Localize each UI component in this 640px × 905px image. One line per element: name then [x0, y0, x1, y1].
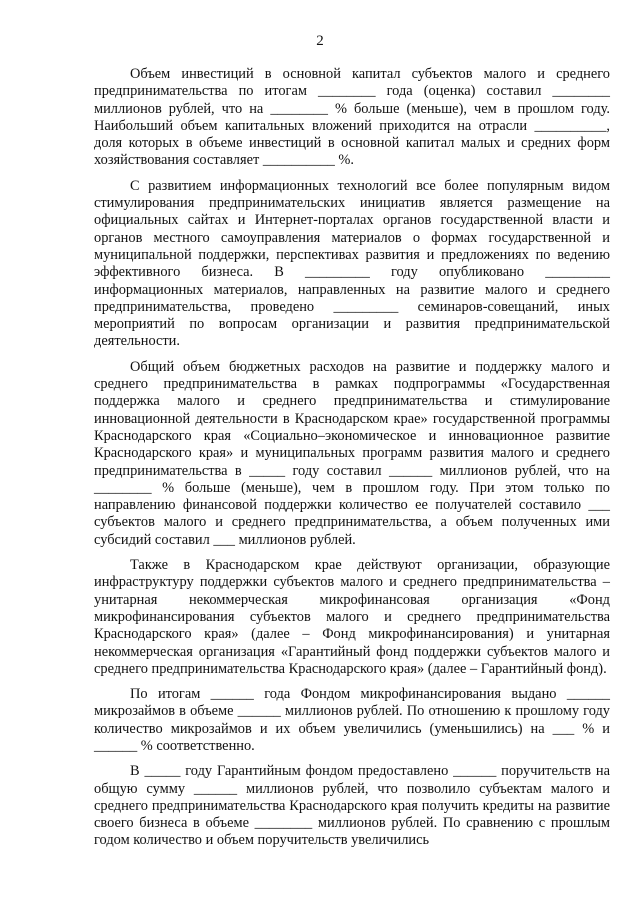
document-body [94, 66, 610, 850]
paragraph-microfinance-results: По итогам ______ года Фондом микрофинансирования выдано ______ микрозаймов в объеме ______ миллионов рублей. По отношению к прошлому году количество микрозаймов и их объем увеличились (уменьшились) на ___ % и ______ % соответственно. [94, 686, 610, 754]
paragraph-investments: Объем инвестиций в основной капитал субъектов малого и среднего предпринимательства по итогам ________ года (оценка) составил ________ миллионов рублей, что на ________ % больше (меньше), чем в прошлом году. Наибольший объем капитальных вложений приходится на отрасли __________, доля которых в объеме инвестиций в основной капитал малых и средних форм хозяйствования составляет __________ %. [94, 66, 610, 169]
paragraph-guarantee-fund: В _____ году Гарантийным фондом предоставлено ______ поручительств на общую сумму ______ миллионов рублей, что позволило субъектам малого и среднего предпринимательства Краснодарского края получить кредиты на развитие своего бизнеса в объеме ________ миллионов рублей. По сравнению с прошлым годом количество и объем поручительств увеличились [94, 763, 610, 849]
paragraph-information-technologies: С развитием информационных технологий все более популярным видом стимулирования предпринимательских инициатив является размещение на официальных сайтах и Интернет-порталах органов государственной власти и органов местного самоуправления материалов о формах государственной и муниципальной поддержки, перспективах развития и предложениях по ведению эффективного бизнеса. В _________ году опубликовано _________ информационных материалов, направленных на развитие малого и среднего предпринимательства, проведено _________ семинаров-совещаний, иных мероприятий по вопросам организации и развития предпринимательской деятельности. [94, 177, 610, 350]
paragraph-budget-expenses: Общий объем бюджетных расходов на развитие и поддержку малого и среднего предпринимательства в рамках подпрограммы «Государственная поддержка малого и среднего предпринимательства и стимулирование инновационной деятельности в Краснодарском крае» государственной программы Краснодарского края «Социально–экономическое и инновационное развитие Краснодарского края» и муниципальных программ развития малого и среднего предпринимательства в _____ году составил ______ миллионов рублей, что на ________ % больше (меньше), чем в прошлом году. При этом только по направлению финансовой поддержки количество ее получателей составило ___ субъектов малого и среднего предпринимательства, а объем полученных ими субсидий составил ___ миллионов рублей. [94, 358, 610, 548]
page-number: 2 [316, 33, 324, 49]
paragraph-support-infrastructure: Также в Краснодарском крае действуют организации, образующие инфраструктуру поддержки субъектов малого и среднего предпринимательства – унитарная некоммерческая микрофинансовая организация «Фонд микрофинансирования субъектов малого и среднего предпринимательства Краснодарского края» (далее – Фонд микрофинансирования) и унитарная некоммерческая организация «Гарантийный фонд поддержки субъектов малого и среднего предпринимательства Краснодарского края» (далее – Гарантийный фонд). [94, 557, 610, 677]
